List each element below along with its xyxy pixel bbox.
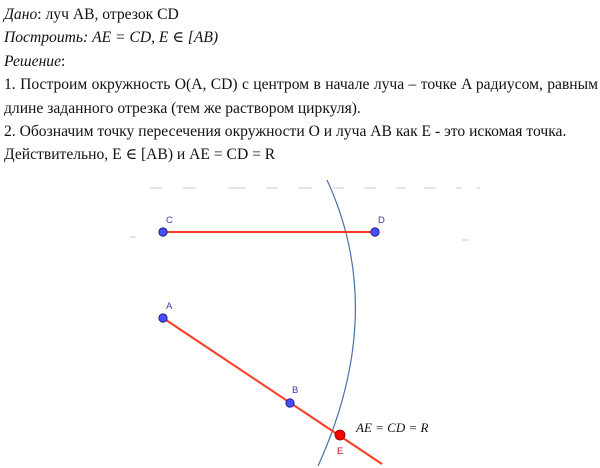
circle-arc (318, 180, 355, 466)
conclusion: Действительно, E ∈ [AB) и AE = CD = R (4, 146, 276, 164)
point-e[interactable] (335, 430, 345, 440)
point-d[interactable] (371, 228, 379, 236)
label-c: C (166, 215, 173, 226)
label-d: D (378, 215, 385, 226)
label-a: A (166, 301, 173, 312)
given-label: Дано (4, 6, 38, 23)
point-a[interactable] (159, 314, 167, 322)
step-2: 2. Обозначим точку пересечения окружности O и луча AB как E - это искомая точка. (4, 123, 567, 141)
label-b: B (292, 385, 299, 396)
given-body: : луч AB, отрезок CD (37, 6, 179, 23)
point-b[interactable] (286, 399, 294, 407)
solution-colon: : (61, 52, 66, 70)
construct-body: : AE = CD, E ∈ [AB) (83, 29, 219, 47)
solution-label: Решение (4, 52, 62, 70)
label-e: E (337, 446, 344, 457)
point-c[interactable] (159, 228, 167, 236)
equation-label: AE = CD = R (356, 420, 429, 435)
construct-label: Построить (4, 29, 83, 47)
ray-ab (163, 318, 382, 464)
step-1: 1. Построим окружность O(A, CD) с центром в начале луча – точке A радиусом, равным длине заданного отрезка (тем же раствором циркуля). (4, 76, 598, 117)
